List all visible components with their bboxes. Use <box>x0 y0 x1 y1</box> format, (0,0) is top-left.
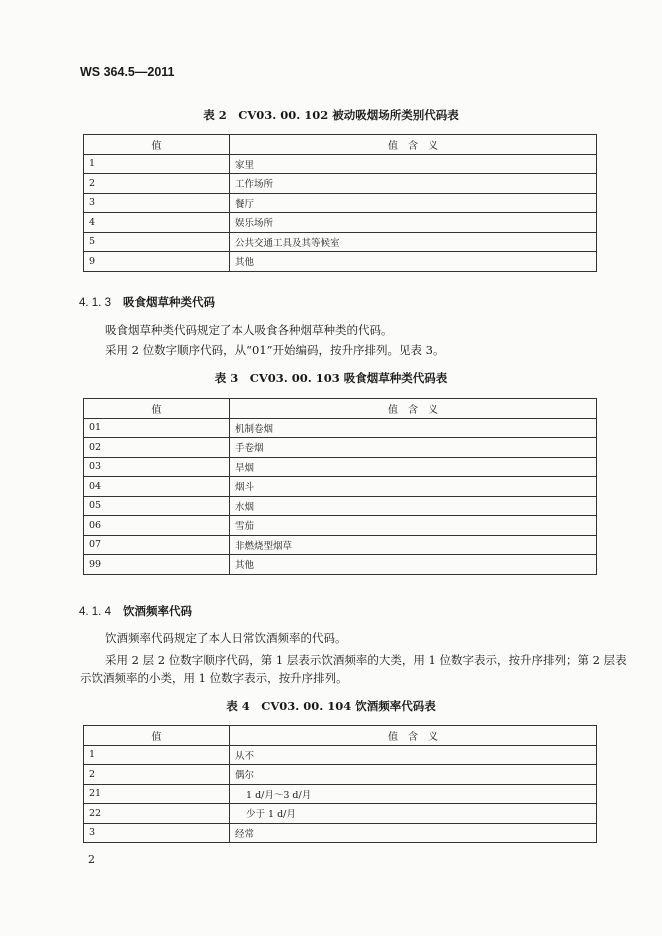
column-header-value: 值 <box>84 135 230 155</box>
table-row <box>84 804 597 824</box>
column-header-value: 值 <box>84 399 230 419</box>
cell-meaning: 非燃烧型烟草 <box>230 535 597 555</box>
cell-value: 22 <box>84 804 230 824</box>
cell-value: 01 <box>84 418 230 438</box>
table-row <box>84 438 597 458</box>
table2 <box>83 134 597 272</box>
paragraph: 吸食烟草种类代码规定了本人吸食各种烟草种类的代码。 <box>105 323 393 337</box>
table4 <box>83 725 597 843</box>
section-number: 4. 1. 4 <box>79 606 111 618</box>
table3-caption: 表 3 CV03. 00. 103 吸食烟草种类代码表 <box>214 371 448 385</box>
section-4-1-3-heading <box>79 294 215 310</box>
table-row <box>84 535 597 555</box>
table-row <box>84 252 597 272</box>
cell-meaning: 其他 <box>230 555 597 575</box>
section-title: 吸食烟草种类代码 <box>122 295 215 309</box>
table-row <box>84 193 597 213</box>
cell-meaning: 烟斗 <box>230 477 597 497</box>
section-title: 饮酒频率代码 <box>122 604 192 618</box>
table-row <box>84 745 597 765</box>
paragraph: 示饮酒频率的小类，用 1 位数字表示，按升序排列。 <box>80 671 348 685</box>
cell-value: 9 <box>84 252 230 272</box>
cell-value: 1 <box>84 154 230 174</box>
cell-meaning: 少于 1 d/月 <box>230 804 597 824</box>
column-header-meaning: 值含义 <box>230 135 597 155</box>
table-row <box>84 232 597 252</box>
cell-value: 06 <box>84 516 230 536</box>
cell-value: 05 <box>84 496 230 516</box>
cell-value: 07 <box>84 535 230 555</box>
cell-meaning: 水烟 <box>230 496 597 516</box>
table4-caption: 表 4 CV03. 00. 104 饮酒频率代码表 <box>226 699 436 713</box>
cell-value: 5 <box>84 232 230 252</box>
cell-meaning: 其他 <box>230 252 597 272</box>
paragraph: 饮酒频率代码规定了本人日常饮酒频率的代码。 <box>105 631 347 645</box>
table-row <box>84 418 597 438</box>
table-row <box>84 174 597 194</box>
standard-number: WS 364.5—2011 <box>80 65 175 79</box>
cell-value: 2 <box>84 765 230 785</box>
section-4-1-4-heading <box>79 603 192 619</box>
table-row <box>84 555 597 575</box>
cell-value: 4 <box>84 213 230 233</box>
cell-value: 21 <box>84 784 230 804</box>
cell-meaning: 经常 <box>230 823 597 843</box>
column-header-meaning: 值含义 <box>230 399 597 419</box>
paragraph: 采用 2 位数字顺序代码，从“01”开始编码，按升序排列。见表 3。 <box>105 343 445 357</box>
column-header-meaning: 值含义 <box>230 726 597 746</box>
table-row <box>84 823 597 843</box>
cell-value: 04 <box>84 477 230 497</box>
section-number: 4. 1. 3 <box>79 297 111 309</box>
table-row <box>84 496 597 516</box>
cell-meaning: 工作场所 <box>230 174 597 194</box>
cell-meaning: 公共交通工具及其等候室 <box>230 232 597 252</box>
table-row <box>84 784 597 804</box>
cell-value: 3 <box>84 193 230 213</box>
table-row <box>84 213 597 233</box>
cell-meaning: 手卷烟 <box>230 438 597 458</box>
table-row <box>84 516 597 536</box>
table-header-row <box>84 726 597 746</box>
cell-meaning: 娱乐场所 <box>230 213 597 233</box>
page-number: 2 <box>88 853 95 866</box>
column-header-value: 值 <box>84 726 230 746</box>
cell-meaning: 从不 <box>230 745 597 765</box>
table-row <box>84 477 597 497</box>
cell-value: 3 <box>84 823 230 843</box>
cell-value: 1 <box>84 745 230 765</box>
table-header-row <box>84 399 597 419</box>
cell-meaning: 偶尔 <box>230 765 597 785</box>
cell-meaning: 家里 <box>230 154 597 174</box>
cell-meaning: 1 d/月～3 d/月 <box>230 784 597 804</box>
table-row <box>84 765 597 785</box>
cell-value: 99 <box>84 555 230 575</box>
cell-meaning: 机制卷烟 <box>230 418 597 438</box>
table-row <box>84 154 597 174</box>
table2-caption: 表 2 CV03. 00. 102 被动吸烟场所类别代码表 <box>203 108 459 122</box>
table3 <box>83 398 597 575</box>
cell-value: 02 <box>84 438 230 458</box>
cell-meaning: 旱烟 <box>230 457 597 477</box>
cell-value: 03 <box>84 457 230 477</box>
table-row <box>84 457 597 477</box>
paragraph: 采用 2 层 2 位数字顺序代码，第 1 层表示饮酒频率的大类，用 1 位数字表示，按升序排列；第 2 层表 <box>105 653 627 667</box>
cell-meaning: 餐厅 <box>230 193 597 213</box>
table-header-row <box>84 135 597 155</box>
cell-value: 2 <box>84 174 230 194</box>
cell-meaning: 雪茄 <box>230 516 597 536</box>
